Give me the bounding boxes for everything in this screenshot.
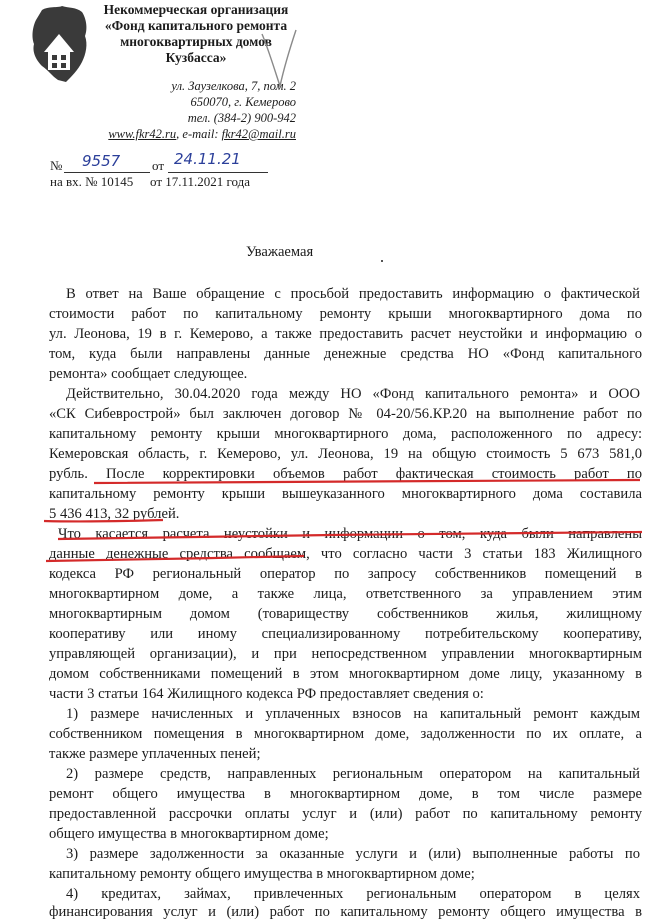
- body-line-4: том, куда были направлены данные денежные средства НО «Фонд капитального: [49, 346, 642, 362]
- contact-line: [60, 126, 296, 142]
- org-name-line-4: Кузбасса»: [165, 50, 227, 65]
- body-line-21: части 3 статьи 164 Жилищного кодекса РФ предоставляет сведения о:: [49, 686, 484, 702]
- body-line-11: капитальному ремонту крыши вышеуказанного многоквартирного дома составила: [49, 486, 642, 502]
- body-line-12: 5 436 413, 32 рублей.: [49, 506, 180, 522]
- incoming-date: от 17.11.2021 года: [150, 174, 251, 189]
- body-line-9: Кемеровская область, г. Кемерово, ул. Леонова, 19 на общую стоимость 5 673 581,0: [49, 446, 642, 462]
- address-phone: тел. (384-2) 900-942: [187, 111, 296, 125]
- body-line-15: кодекса РФ региональный оператор по запросу собственников помещений в: [49, 566, 642, 582]
- body-line-8: капитальному ремонту крыши многоквартирного дома, расположенного по адресу:: [49, 426, 642, 442]
- number-label: №: [50, 158, 63, 173]
- handwritten-date: 24.11.21: [174, 150, 241, 168]
- date-label: от: [152, 158, 165, 173]
- body-line-25: 2) размере средств, направленных региональным оператором на капитальный: [66, 766, 640, 782]
- date-underline: [168, 172, 268, 173]
- body-line-7: «СК Сибеврострой» был заключен договор № 04-20/56.КР.20 на выполнение работ по: [49, 406, 642, 422]
- address-street: ул. Заузелкова, 7, пом. 2: [171, 79, 296, 93]
- body-line-23: собственником помещения в многоквартирном доме, задолженности по их оплате, а: [49, 726, 642, 742]
- body-line-18: кооперативу или иному специализированному потребительскому кооперативу,: [49, 626, 642, 642]
- org-name-line-1: Некоммерческая организация: [103, 2, 289, 17]
- organization-logo-icon: [28, 4, 90, 84]
- body-line-13: Что касается расчета неустойки и информации о том, куда были направлены: [58, 526, 642, 542]
- org-name-line-2: «Фонд капитального ремонта: [104, 18, 288, 33]
- body-line-10: рубль. После корректировки объемов работ фактическая стоимость работ по: [49, 466, 642, 482]
- address-city: 650070, г. Кемерово: [190, 95, 296, 109]
- body-line-31: 4) кредитах, займах, привлеченных региональным оператором в целях: [66, 886, 640, 902]
- body-line-20: домом собственниками помещений в этом многоквартирном доме лицу, указанному в: [49, 666, 642, 682]
- number-underline: [64, 172, 150, 173]
- body-line-27: предоставленной рассрочки оплаты услуг и (или) работ по капитальному ремонту: [49, 806, 642, 822]
- body-line-6: Действительно, 30.04.2020 года между НО «Фонд капитального ремонта» и ООО: [66, 386, 640, 402]
- body-line-16: многоквартирном доме, а также лица, ответственного за управлением этим: [49, 586, 642, 602]
- website-link[interactable]: www.fkr42.ru: [108, 127, 177, 141]
- body-line-3: ул. Леонова, 19 в г. Кемерово, а также предоставить расчет неустойки и информацию о: [49, 326, 642, 342]
- salutation: Уважаемая: [246, 244, 314, 260]
- body-line-19: управляющей организации), и при непосредственном управлении многоквартирным: [49, 646, 642, 662]
- org-name-line-3: многоквартирных домов: [120, 34, 272, 49]
- incoming-number: на вх. № 10145: [50, 174, 134, 189]
- body-line-26: ремонт общего имущества в многоквартирном доме, в том числе размере: [49, 786, 642, 802]
- body-line-32: финансирования услуг и (или) работ по капитальному ремонту общего имущества в: [49, 904, 642, 920]
- body-line-17: многоквартирным домом (товариществу собственников жилья, жилищному: [49, 606, 642, 622]
- email-link[interactable]: fkr42@mail.ru: [221, 127, 296, 141]
- body-line-1: В ответ на Ваше обращение с просьбой предоставить информацию о фактической: [66, 286, 640, 302]
- body-line-5: ремонта» сообщает следующее.: [49, 366, 248, 382]
- handwritten-number: 9557: [82, 152, 121, 170]
- speck: [381, 260, 383, 262]
- body-line-14: данные денежные средства сообщаем, что согласно части 3 статьи 183 Жилищного: [49, 546, 642, 562]
- email-prefix: , e-mail:: [176, 127, 222, 141]
- body-line-29: 3) размере задолженности за оказанные услуги и (или) выполненные работы по: [66, 846, 640, 862]
- body-line-28: общего имущества в многоквартирном доме;: [49, 826, 329, 842]
- body-line-24: также размере уплаченных пеней;: [49, 746, 261, 762]
- body-line-2: стоимости работ по капитальному ремонту крыши многоквартирного дома по: [49, 306, 642, 322]
- outgoing-reference: [50, 150, 290, 176]
- body-line-22: 1) размере начисленных и уплаченных взносов на капитальный ремонт каждым: [66, 706, 640, 722]
- body-line-30: капитальному ремонту общего имущества в многоквартирном доме;: [49, 866, 475, 882]
